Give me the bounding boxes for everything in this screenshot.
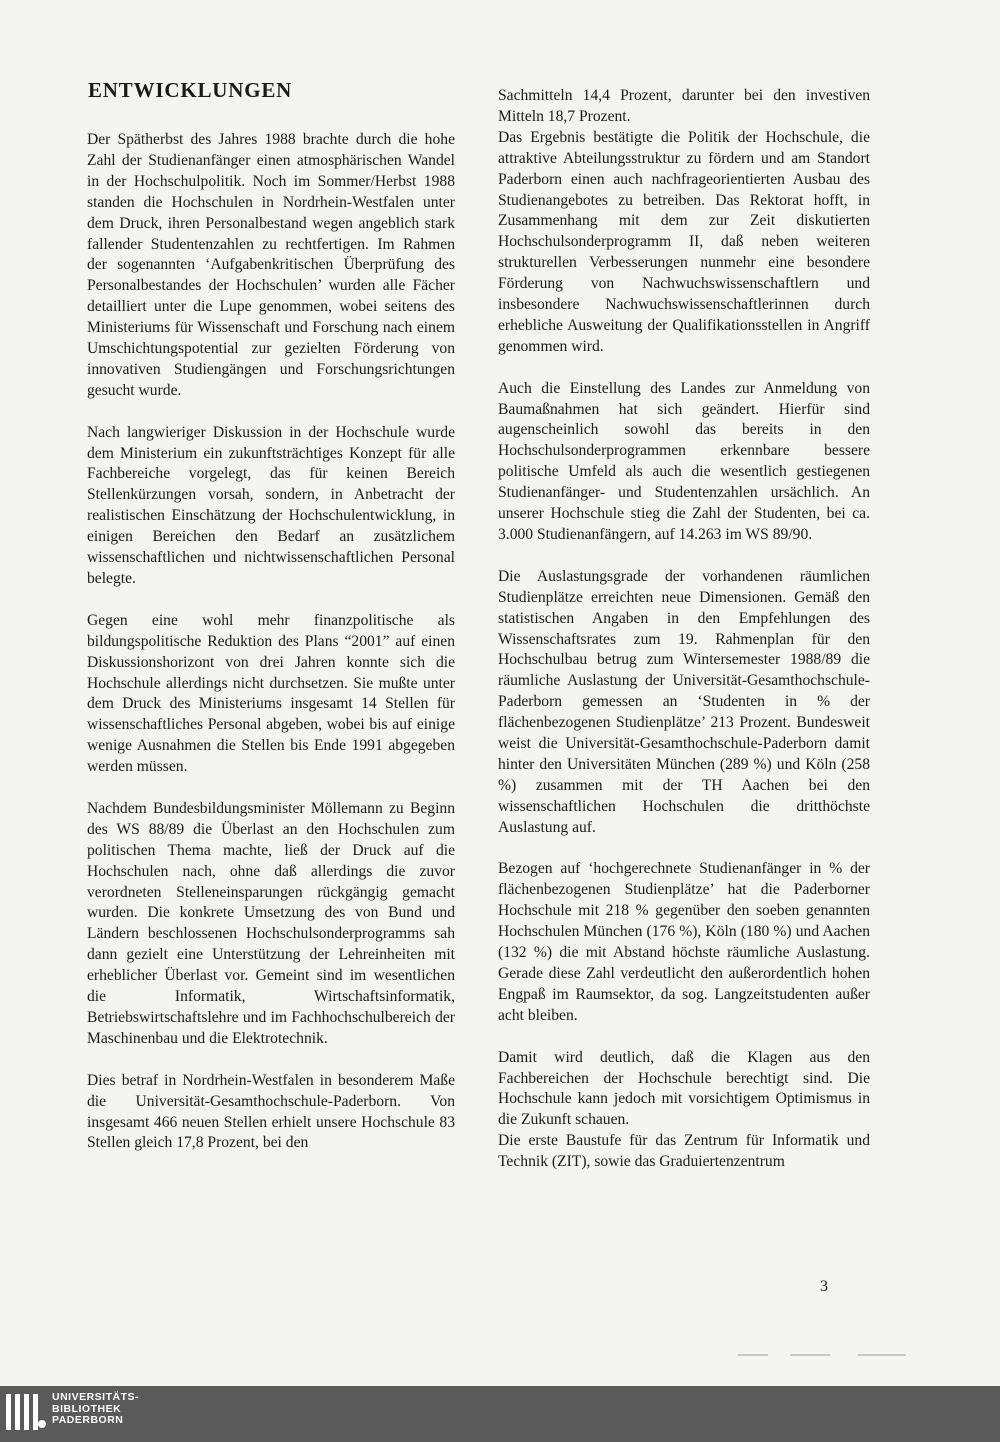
paragraph: Gegen eine wohl mehr finanzpolitische als bildungspolitische Reduktion des Plans “2001” auf einen Diskussionshorizont von drei Jahren konnte sich die Hochschule allerdings nicht durchsetzen. Sie mußte unter dem Druck des Ministeriums insgesamt 14 Stellen für wissenschaftliches Personal abgeben, wobei bis auf einige wenige Ausnahmen die Stellen bis Ende 1991 abgegeben werden müssen. bbox=[87, 611, 455, 776]
scan-mark bbox=[738, 1354, 768, 1356]
paragraph: Der Spätherbst des Jahres 1988 brachte durch die hohe Zahl der Studienanfänger einen atmosphärischen Wandel in der Hochschulpolitik. Noch im Sommer/Herbst 1988 standen die Hochschulen in Nordrhein-Westfalen unter dem Druck, ihren Personalbestand wegen angeblich stark fallender Studentenzahlen zu rechtfertigen. Im Rahmen der sogenannten ‘Aufgabenkritischen Überprüfung des Personalbestandes der Hochschulen’ wurden alle Fächer detailliert unter die Lupe genommen, wobei seitens des Ministeriums für Wissenschaft und Forschung nach einem Umschichtungspotential zur gezielten Förderung von innovativen Studiengängen und Forschungsrichtungen gesucht wurde. bbox=[87, 131, 455, 399]
library-name bbox=[52, 1392, 139, 1427]
paragraph: Bezogen auf ‘hochgerechnete Studienanfänger in % der flächenbezogenen Studienplätze’ hat die Paderborner Hochschule mit 218 % gegenüber den soeben genannten Hochschulen München (176 %), Köln (180 %) und Aachen (132 %) die mit Abstand höchste räumliche Auslastung. Gerade diese Zahl verdeutlicht den außerordentlich hohen Engpaß im Raumsektor, da sog. Langzeitstudenten außer acht bleiben. bbox=[498, 860, 870, 1024]
paragraph: Die Auslastungsgrade der vorhandenen räumlichen Studienplätze erreichten neue Dimensionen. Gemäß den statistischen Angaben in den Empfehlungen des Wissenschaftsrates zum 19. Rahmenplan für den Hochschulbau betrug zum Wintersemester 1988/89 die räumliche Auslastung der Universität-Gesamthochschule-Paderborn gemessen an ‘Studenten in % der flächenbezogenen Studienplätze’ 213 Prozent. Bundesweit weist die Universität-Gesamthochschule-Paderborn damit hinter den Universitäten München (289 %) und Köln (258 %) zusammen mit der TH Aachen bei den wissenschaftlichen Hochschulen die dritthöchste Auslastung auf. bbox=[498, 567, 870, 836]
paragraph: Auch die Einstellung des Landes zur Anmeldung von Baumaßnahmen hat sich geändert. Hierfür sind augenscheinlich sowohl das bereits in den Hochschulsonderprogrammen erkennbare bessere politische Umfeld als auch die wesentlich gestiegenen Studienanfänger- und Studentenzahlen ursächlich. An unserer Hochschule stieg die Zahl der Studenten, bei ca. 3.000 Studienanfängern, auf 14.263 im WS 89/90. bbox=[498, 379, 870, 544]
right-column bbox=[498, 86, 870, 1194]
paragraph: Die erste Baustufe für das Zentrum für Informatik und Technik (ZIT), sowie das Graduiertenzentrum bbox=[498, 1132, 870, 1171]
library-name-line: UNIVERSITÄTS- bbox=[52, 1391, 140, 1403]
paragraph: Dies betraf in Nordrhein-Westfalen in besonderem Maße die Universität-Gesamthochschule-Paderborn. Von insgesamt 466 neuen Stellen erhielt unsere Hochschule 83 Stellen gleich 17,8 Prozent, bei den bbox=[87, 1071, 455, 1152]
left-column bbox=[87, 130, 455, 1175]
paragraph: Nach langwieriger Diskussion in der Hochschule wurde dem Ministerium ein zukunftsträchtiges Konzept für alle Fachbereiche vorgelegt, das für keinen Bereich Stellenkürzungen vorsah, sondern, in Anbetracht der realistischen Einschätzung der Hochschulentwicklung, in einigen Bereichen den Bedarf an zusätzlichem wissenschaftlichen und nichtwissenschaftlichen Personal belegte. bbox=[87, 423, 455, 588]
scan-mark bbox=[858, 1354, 906, 1356]
paragraph: Das Ergebnis bestätigte die Politik der Hochschule, die attraktive Abteilungsstruktur zu fördern und am Standort Paderborn einen auch nachfrageorientierten Ausbau des Studienangebotes zu betreiben. Das Rektorat hofft, in Zusammenhang mit dem zur Zeit diskutierten Hochschulsonderprogramm II, daß neben weiteren strukturellen Verbesserungen nunmehr eine besondere Förderung von Nachwuchswissenschaftlern und insbesondere Nachwuchswissenschaftlerinnen durch erhebliche Ausweitung der Qualifikationsstellen in Angriff genommen wird. bbox=[498, 128, 870, 355]
page-number: 3 bbox=[820, 1278, 828, 1295]
library-footer-banner bbox=[0, 1386, 1000, 1442]
paragraph: Sachmitteln 14,4 Prozent, darunter bei den investiven Mitteln 18,7 Prozent. bbox=[498, 87, 870, 125]
page-heading: ENTWICKLUNGEN bbox=[88, 78, 293, 102]
library-name-line: PADERBORN bbox=[52, 1414, 124, 1426]
library-name-line: BIBLIOTHEK bbox=[52, 1402, 122, 1415]
scan-mark bbox=[790, 1354, 830, 1356]
paragraph: Damit wird deutlich, daß die Klagen aus den Fachbereichen der Hochschule berechtigt sind. Die Hochschule kann jedoch mit vorsichtigem Optimismus in die Zukunft schauen. bbox=[498, 1048, 870, 1129]
logo-dot-icon bbox=[38, 1420, 46, 1428]
paragraph: Nachdem Bundesbildungsminister Möllemann zu Beginn des WS 88/89 die Überlast an den Hochschulen zum politischen Thema machte, ließ der Druck auf die Hochschulen nach, ohne daß allerdings die zuvor verordneten Stelleneinsparungen rückgängig gemacht wurden. Die konkrete Umsetzung des von Bund und Ländern beschlossenen Hochschulsonderprogramms sah dann gezielt eine Unterstützung der Lehreinheiten mit erheblicher Überlast vor. Gemeint sind im wesentlichen die Informatik, Wirtschaftsinformatik, Betriebswirtschaftslehre und im Fachhochschulbereich der Maschinenbau und die Elektrotechnik. bbox=[87, 799, 455, 1047]
library-logo-icon bbox=[6, 1394, 38, 1434]
